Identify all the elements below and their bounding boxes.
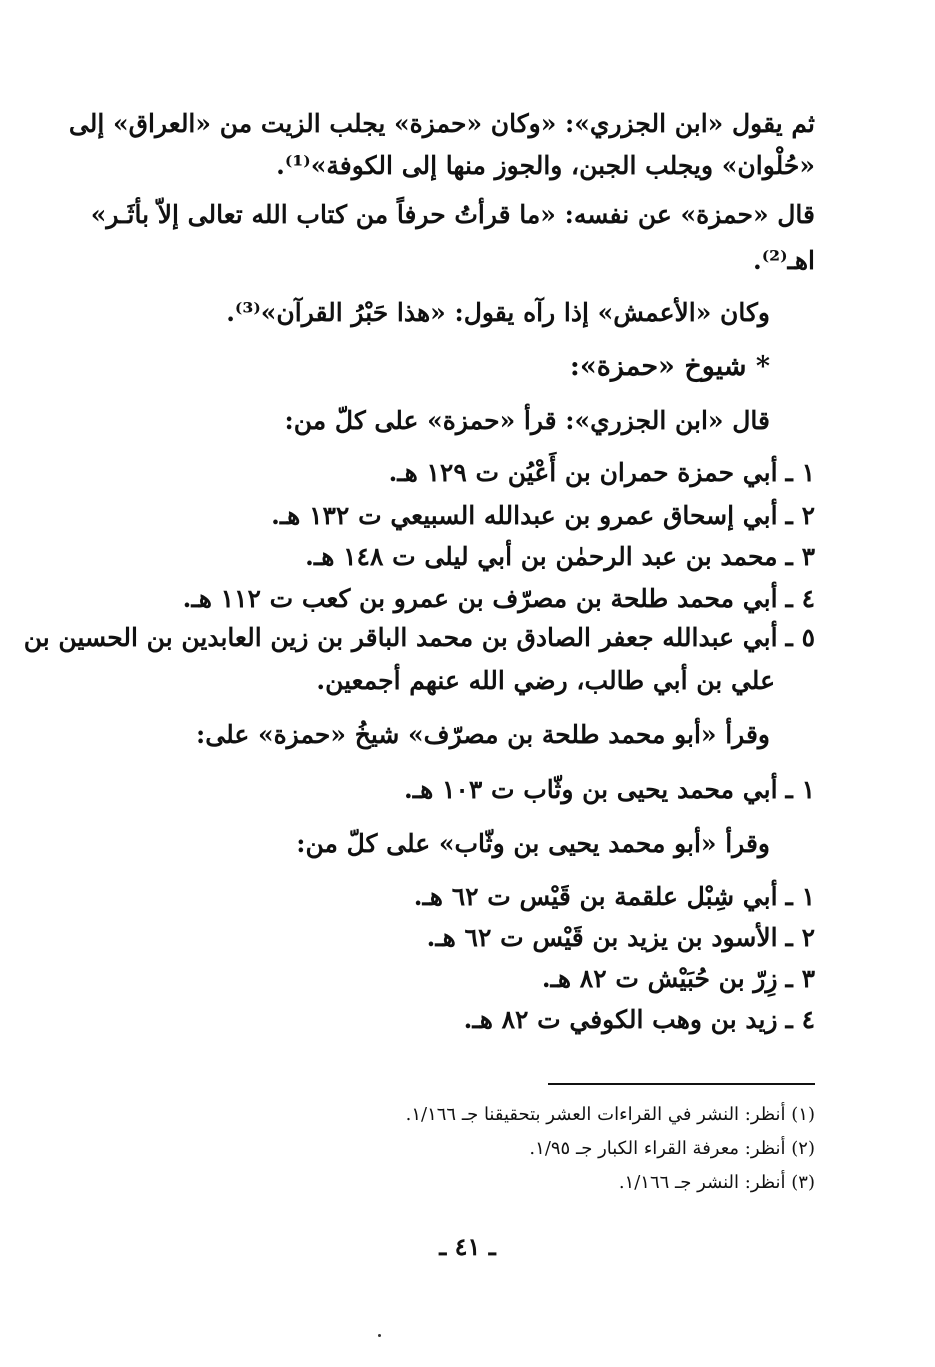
footnote: (٣) أنظر: النشر جـ ١/١٦٦. (618, 1172, 815, 1193)
list-item-text: محمد بن عبد الرحمٰن بن أبي ليلى ت ١٤٨ هـ. (305, 542, 778, 571)
footnote: (٢) أنظر: معرفة القراء الكبار جـ ١/٩٥. (529, 1138, 815, 1159)
list-item (464, 1003, 815, 1037)
paragraph-line: وكان «الأعمش» إذا رآه يقول: «هذا حَبْرُ القرآن»⁽³⁾. (226, 298, 770, 327)
list-item (404, 773, 815, 807)
list-item-number: ٢ ـ (785, 923, 815, 952)
list-item-text: أبي حمزة حمران بن أَعْيُن ت ١٢٩ هـ. (388, 458, 778, 487)
list-item-number: ١ ـ (785, 775, 815, 804)
list-item-text: الأسود بن يزيد بن قَيْس ت ٦٢ هـ. (426, 923, 778, 952)
paragraph-line: وقرأ «أبو محمد يحيى بن وثّاب» على كلّ من: (296, 829, 770, 858)
list-item-number: ٤ ـ (785, 584, 815, 613)
page-number: ـ ٤١ ـ (439, 1232, 496, 1261)
section-heading: * شيوخ «حمزة»: (569, 351, 770, 382)
list-item (542, 962, 815, 996)
list-item-text: أبي عبدالله جعفر الصادق بن محمد الباقر بن زين العابدين بن الحسين بن (23, 623, 778, 652)
list-item-number: ١ ـ (785, 882, 815, 911)
list-item (414, 880, 815, 914)
paragraph-line: قال «ابن الجزري»: قرأ «حمزة» على كلّ من: (284, 406, 770, 435)
paragraph-line: «حُلْوان» ويجلب الجبن، والجوز منها إلى الكوفة»⁽¹⁾. (276, 151, 815, 180)
paragraph-line: اهـ⁽²⁾. (752, 246, 815, 275)
footnote-separator (548, 1083, 815, 1085)
paragraph-line: وقرأ «أبو محمد طلحة بن مصرّف» شيخُ «حمزة» على: (196, 720, 770, 749)
list-item (389, 456, 815, 490)
list-item (305, 540, 815, 574)
list-item-number: ٣ ـ (785, 964, 815, 993)
footnote: (١) أنظر: النشر في القراءات العشر بتحقيقنا جـ ١/١٦٦. (405, 1104, 815, 1125)
list-item-number: ٣ ـ (785, 542, 815, 571)
paragraph-line: ثم يقول «ابن الجزري»: «وكان «حمزة» يجلب الزيت من «العراق» إلى (68, 109, 815, 138)
list-item-text: أبي محمد طلحة بن مصرّف بن عمرو بن كعب ت ١١٢ هـ. (182, 584, 778, 613)
list-item (24, 621, 815, 655)
list-item-continuation: علي بن أبي طالب، رضي الله عنهم أجمعين. (316, 666, 775, 695)
list-item (183, 582, 815, 616)
list-item-number: ٤ ـ (785, 1005, 815, 1034)
list-item-number: ٥ ـ (785, 623, 815, 652)
list-item-number: ١ ـ (785, 458, 815, 487)
list-item (427, 921, 815, 955)
list-item-text: أبي شِبْل علقمة بن قَيْس ت ٦٢ هـ. (413, 882, 778, 911)
list-item-text: أبي إسحاق عمرو بن عبدالله السبيعي ت ١٣٢ هـ. (271, 501, 778, 530)
list-item-number: ٢ ـ (785, 501, 815, 530)
list-item-text: أبي محمد يحيى بن وثّاب ت ١٠٣ هـ. (404, 775, 778, 804)
paragraph-line: قال «حمزة» عن نفسه: «ما قرأتُ حرفاً من كتاب الله تعالى إلاّ بأثَـر» (90, 200, 815, 229)
list-item (271, 499, 815, 533)
list-item-text: زِرّ بن حُبَيْش ت ٨٢ هـ. (541, 964, 778, 993)
scan-speck (378, 1334, 381, 1337)
list-item-text: زيد بن وهب الكوفي ت ٨٢ هـ. (463, 1005, 778, 1034)
